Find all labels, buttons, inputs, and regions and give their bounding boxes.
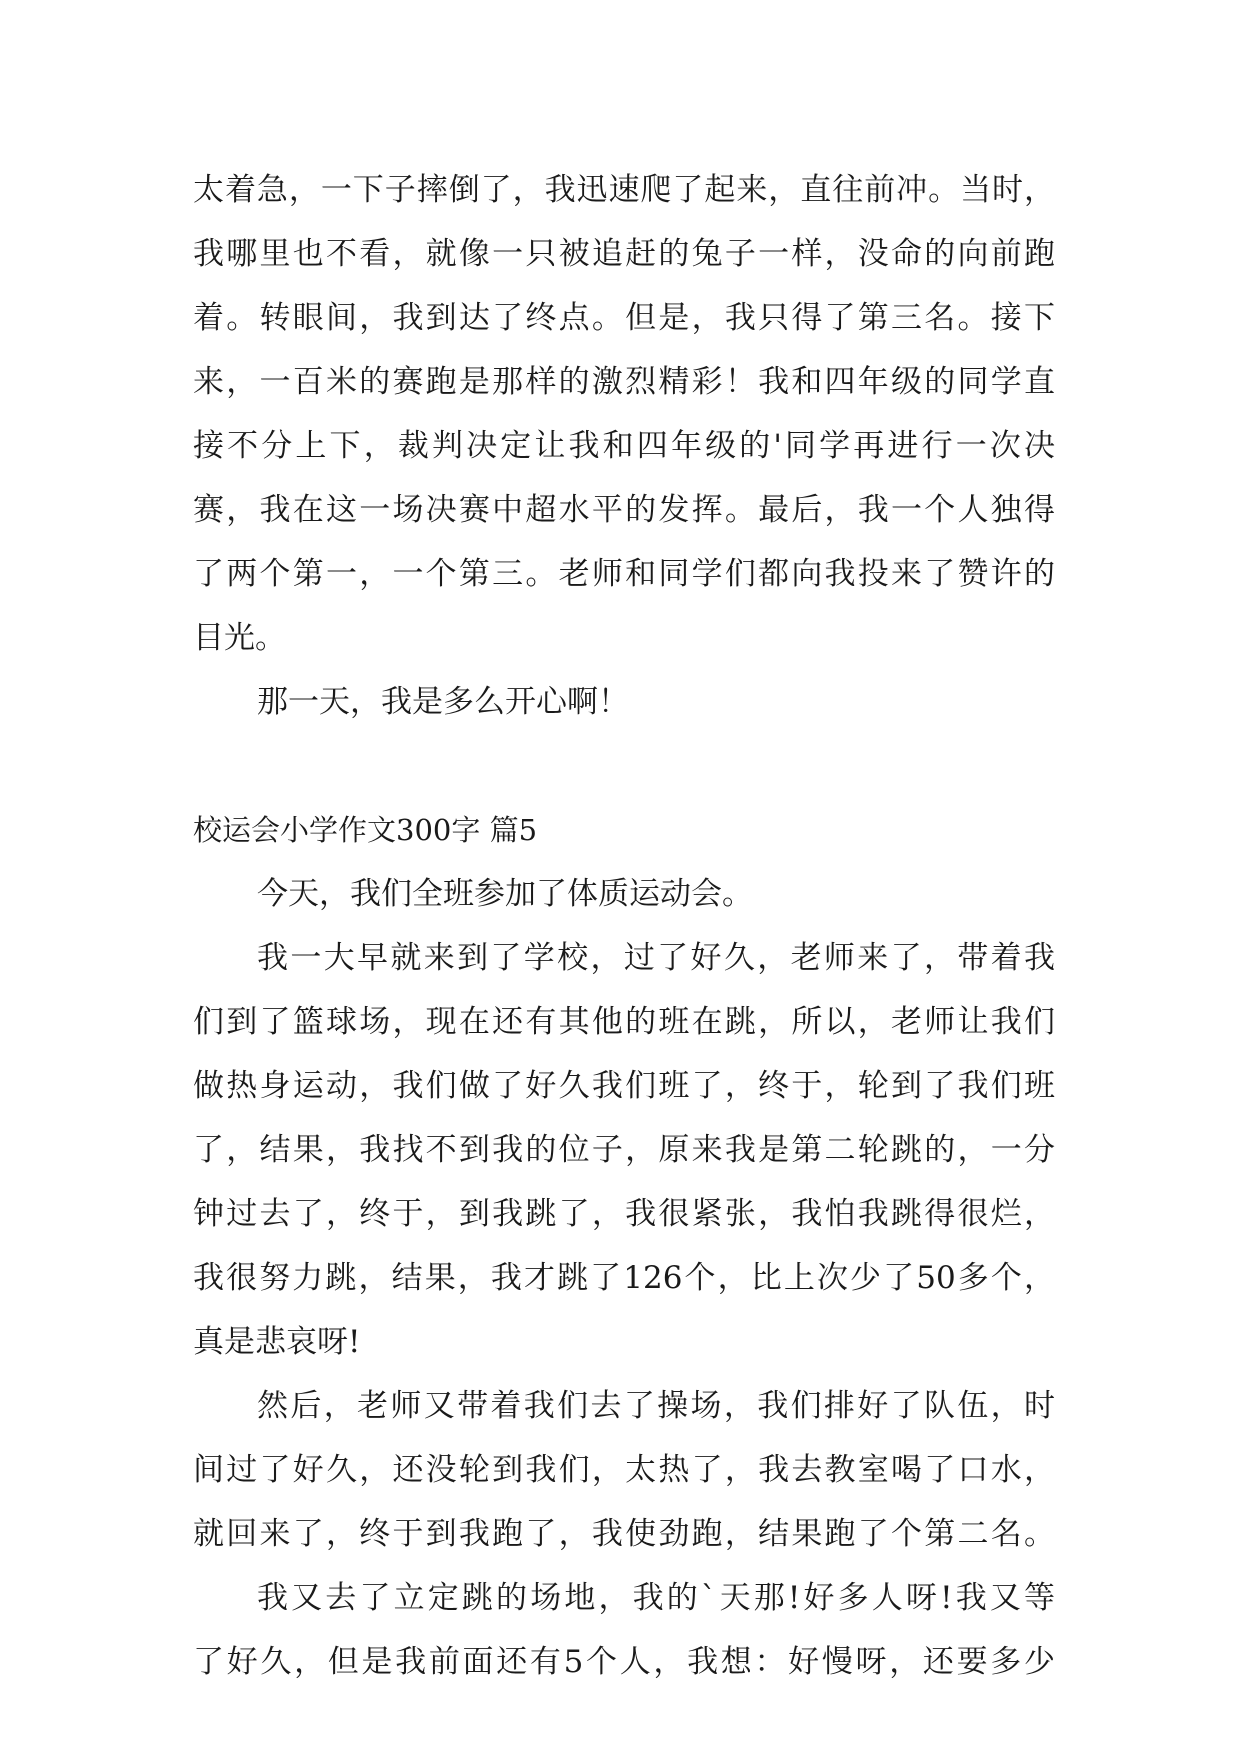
paragraph-running xyxy=(193,1374,1055,1566)
text-line: 了，结果，我找不到我的位子，原来我是第二轮跳的，一分 xyxy=(193,1132,1055,1168)
text-line: 接不分上下，裁判决定让我和四年级的'同学再进行一次决 xyxy=(193,428,1055,464)
text-line: 我一大早就来到了学校，过了好久，老师来了，带着我 xyxy=(257,940,1055,976)
text-line: 做热身运动，我们做了好久我们班了，终于，轮到了我们班 xyxy=(193,1068,1055,1104)
paragraph-intro: 今天，我们全班参加了体质运动会。 xyxy=(257,876,753,912)
text-line: 我哪里也不看，就像一只被追赶的兔子一样，没命的向前跑 xyxy=(193,236,1055,272)
paragraph-closing: 那一天，我是多么开心啊！ xyxy=(257,684,629,720)
text-line: 了好久，但是我前面还有5个人，我想：好慢呀，还要多少 xyxy=(193,1644,1055,1680)
text-line: 了两个第一，一个第三。老师和同学们都向我投来了赞许的 xyxy=(193,556,1055,592)
paragraph-rope-skipping xyxy=(193,926,1055,1374)
text-line: 间过了好久，还没轮到我们，太热了，我去教室喝了口水， xyxy=(193,1452,1055,1488)
section-heading: 校运会小学作文300字 篇5 xyxy=(193,813,538,847)
text-line: 赛，我在这一场决赛中超水平的发挥。最后，我一个人独得 xyxy=(193,492,1055,528)
paragraph-long-jump xyxy=(193,1566,1055,1694)
text-line: 就回来了，终于到我跑了，我使劲跑，结果跑了个第二名。 xyxy=(193,1516,1055,1552)
section-gap xyxy=(193,734,1055,798)
paragraph-race xyxy=(193,158,1055,670)
text-line: 钟过去了，终于，到我跳了，我很紧张，我怕我跳得很烂， xyxy=(193,1196,1055,1232)
text-line: 真是悲哀呀! xyxy=(193,1324,361,1360)
text-line: 我又去了立定跳的场地，我的`天那!好多人呀!我又等 xyxy=(257,1580,1055,1616)
text-line: 太着急，一下子摔倒了，我迅速爬了起来，直往前冲。当时， xyxy=(193,172,1055,208)
text-line: 着。转眼间，我到达了终点。但是，我只得了第三名。接下 xyxy=(193,300,1055,336)
text-line: 们到了篮球场，现在还有其他的班在跳，所以，老师让我们 xyxy=(193,1004,1055,1040)
text-line: 然后，老师又带着我们去了操场，我们排好了队伍，时 xyxy=(257,1388,1055,1424)
document-page xyxy=(193,158,1055,1694)
text-line: 来，一百米的赛跑是那样的激烈精彩！我和四年级的同学直 xyxy=(193,364,1055,400)
text-line: 我很努力跳，结果，我才跳了126个，比上次少了50多个， xyxy=(193,1260,1055,1296)
text-line: 目光。 xyxy=(193,620,286,656)
